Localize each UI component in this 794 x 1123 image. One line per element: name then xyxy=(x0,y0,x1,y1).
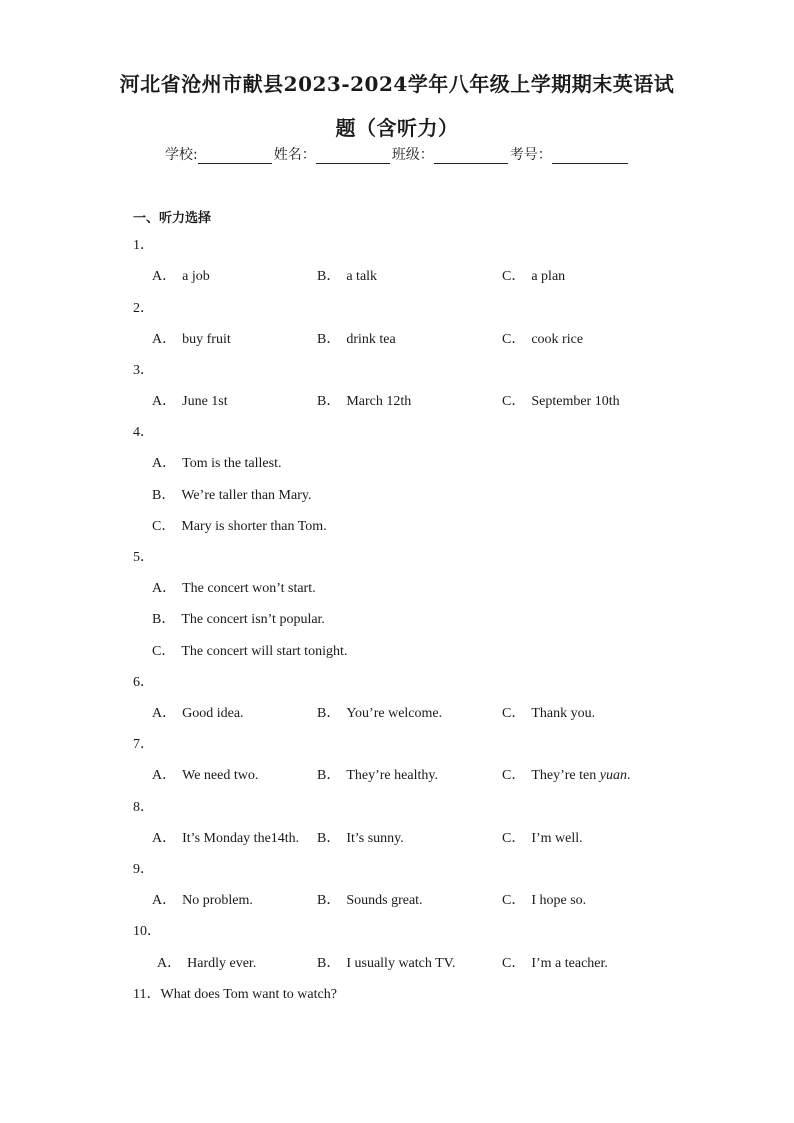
option-a[interactable] xyxy=(157,952,256,972)
option-text: They’re healthy. xyxy=(346,768,438,783)
option-text: drink tea xyxy=(346,332,396,347)
option-label: B． xyxy=(317,706,341,721)
option-c[interactable] xyxy=(502,265,565,285)
class-label: 班级： xyxy=(391,147,434,163)
option-b[interactable] xyxy=(152,484,311,504)
school-label: 学校: xyxy=(165,147,198,163)
option-text: They’re ten xyxy=(531,768,600,783)
option-label: B． xyxy=(317,394,341,409)
option-label: B． xyxy=(317,831,341,846)
option-label: C． xyxy=(502,768,526,783)
option-text: September 10th xyxy=(531,394,620,409)
option-label: B． xyxy=(317,768,341,783)
question-number: 4． xyxy=(133,425,154,440)
option-label: A． xyxy=(152,269,177,284)
option-text: You’re welcome. xyxy=(346,706,443,721)
option-text: Thank you. xyxy=(531,706,596,721)
option-c[interactable] xyxy=(502,764,630,784)
option-label: A． xyxy=(152,394,177,409)
option-label: C． xyxy=(502,332,526,347)
option-c[interactable] xyxy=(502,889,586,909)
option-c[interactable] xyxy=(502,328,583,348)
option-text: We’re taller than Mary. xyxy=(181,488,312,503)
option-b[interactable] xyxy=(317,889,423,909)
question-number: 6． xyxy=(133,675,154,690)
option-label: C． xyxy=(502,831,526,846)
question-number: 7． xyxy=(133,737,154,752)
option-text: a plan xyxy=(531,269,566,284)
option-text: I usually watch TV. xyxy=(346,956,456,971)
option-a[interactable] xyxy=(152,265,210,285)
option-c[interactable] xyxy=(502,702,595,722)
option-b[interactable] xyxy=(317,702,442,722)
option-label: B． xyxy=(152,488,176,503)
option-label: A． xyxy=(152,831,177,846)
option-a[interactable] xyxy=(152,764,258,784)
class-blank[interactable] xyxy=(434,149,508,164)
option-a[interactable] xyxy=(152,827,299,847)
option-text-italic: yuan xyxy=(599,768,627,783)
option-label: C． xyxy=(502,893,526,908)
option-a[interactable] xyxy=(152,702,244,722)
question-number: 10． xyxy=(133,924,161,939)
section-title: 一、听力选择 xyxy=(133,211,212,226)
option-text: cook rice xyxy=(531,332,584,347)
option-text: We need two. xyxy=(182,768,259,783)
option-text: a job xyxy=(182,269,210,284)
option-text: I’m a teacher. xyxy=(531,956,608,971)
question-number: 8． xyxy=(133,800,154,815)
option-text: Hardly ever. xyxy=(187,956,257,971)
option-text: Mary is shorter than Tom. xyxy=(181,519,327,534)
option-label: C． xyxy=(502,394,526,409)
option-c[interactable] xyxy=(502,952,608,972)
option-a[interactable] xyxy=(152,452,281,472)
option-text: June 1st xyxy=(182,394,228,409)
option-c[interactable] xyxy=(152,515,327,535)
option-text: The concert won’t start. xyxy=(182,581,316,596)
option-text: buy fruit xyxy=(182,332,231,347)
option-label: A． xyxy=(152,332,177,347)
option-c[interactable] xyxy=(502,390,620,410)
option-b[interactable] xyxy=(152,608,325,628)
page-title-line-2: 题（含听力） xyxy=(335,116,459,140)
option-label: A． xyxy=(152,581,177,596)
option-text: The concert isn’t popular. xyxy=(181,612,325,627)
option-a[interactable] xyxy=(152,889,253,909)
question-number: 11．What does Tom want to watch? xyxy=(133,987,337,1002)
question-number: 9． xyxy=(133,862,154,877)
question-number: 3． xyxy=(133,363,154,378)
option-label: C． xyxy=(152,519,176,534)
option-c[interactable] xyxy=(502,827,583,847)
option-label: C． xyxy=(502,706,526,721)
option-text: Sounds great. xyxy=(346,893,423,908)
option-text: It’s Monday the14th. xyxy=(182,831,300,846)
option-text: I hope so. xyxy=(531,893,587,908)
school-blank[interactable] xyxy=(198,149,272,164)
student-info-row xyxy=(165,144,630,164)
option-label: B． xyxy=(317,332,341,347)
option-b[interactable] xyxy=(317,952,455,972)
option-b[interactable] xyxy=(317,328,396,348)
page-title-line-1: 河北省沧州市献县2023-2024学年八年级上学期期末英语试 xyxy=(119,72,675,96)
option-label: A． xyxy=(157,956,182,971)
option-text: The concert will start tonight. xyxy=(181,644,348,659)
option-label: A． xyxy=(152,456,177,471)
question-number: 5． xyxy=(133,550,154,565)
exam-number-blank[interactable] xyxy=(552,149,628,164)
name-label: 姓名： xyxy=(273,147,316,163)
option-b[interactable] xyxy=(317,265,377,285)
name-blank[interactable] xyxy=(316,149,390,164)
option-text: Tom is the tallest. xyxy=(182,456,282,471)
option-label: A． xyxy=(152,706,177,721)
question-number: 2． xyxy=(133,301,154,316)
question-number: 1． xyxy=(133,238,154,253)
option-label: A． xyxy=(152,893,177,908)
option-label: C． xyxy=(152,644,176,659)
option-text: March 12th xyxy=(346,394,412,409)
option-c[interactable] xyxy=(152,640,347,660)
option-a[interactable] xyxy=(152,577,316,597)
option-label: B． xyxy=(317,269,341,284)
option-a[interactable] xyxy=(152,390,228,410)
option-label: C． xyxy=(502,269,526,284)
option-text: Good idea. xyxy=(182,706,244,721)
option-text: a talk xyxy=(346,269,378,284)
option-b[interactable] xyxy=(317,827,404,847)
option-label: B． xyxy=(152,612,176,627)
option-text: It’s sunny. xyxy=(346,831,404,846)
option-text: I’m well. xyxy=(531,831,583,846)
option-b[interactable] xyxy=(317,764,438,784)
option-text-suffix: . xyxy=(626,768,631,783)
option-label: B． xyxy=(317,893,341,908)
option-text: No problem. xyxy=(182,893,253,908)
option-b[interactable] xyxy=(317,390,411,410)
option-label: B． xyxy=(317,956,341,971)
option-label: A． xyxy=(152,768,177,783)
exam-number-label: 考号： xyxy=(509,147,552,163)
option-label: C． xyxy=(502,956,526,971)
option-a[interactable] xyxy=(152,328,231,348)
